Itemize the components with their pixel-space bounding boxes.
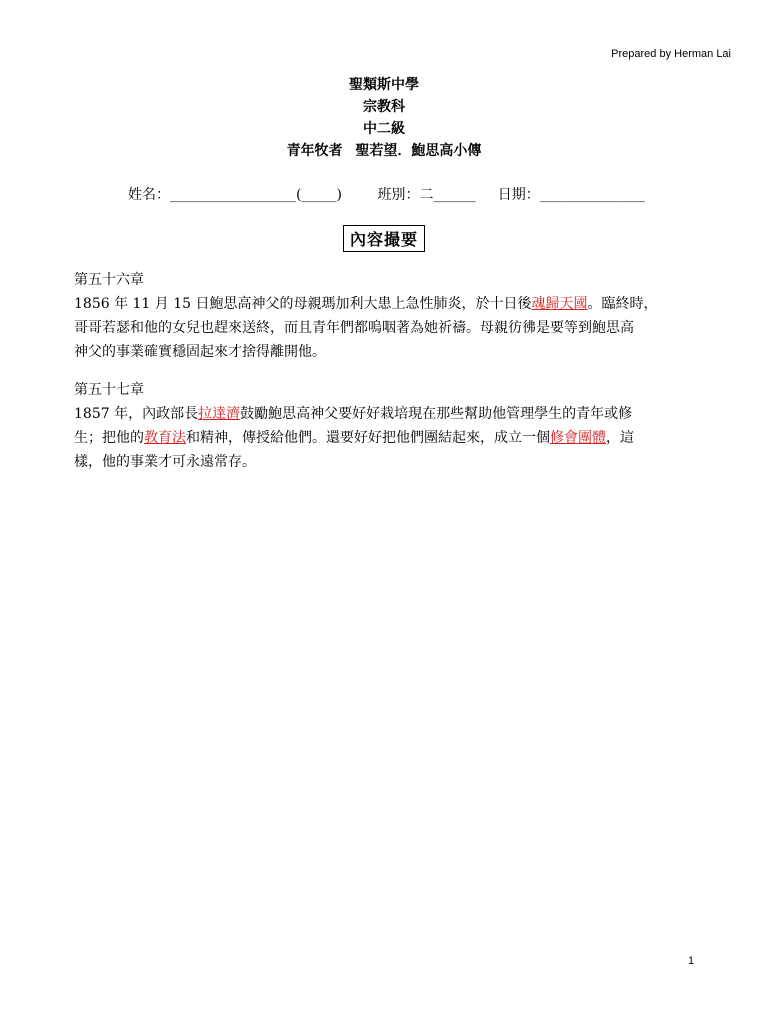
highlight-term: 教育法: [144, 430, 186, 446]
chapter-56-title: 第五十六章: [74, 272, 144, 288]
chapter-56-line-2: 哥哥若瑟和他的女兒也趕來送終，而且青年們都嗚咽著為她祈禱。母親彷彿是要等到鮑思高: [74, 320, 634, 336]
student-info-line: 姓名：__________________(_____) 班別：二______ 日期：_______________: [128, 187, 645, 203]
chapter-57-line-2: [74, 426, 694, 450]
summary-heading-wrap: [0, 225, 768, 252]
grade-level: 中二級: [363, 121, 405, 137]
chapter-57-section: [74, 378, 694, 474]
chapter-57-text-1b: 鼓勵鮑思高神父要好好栽培現在那些幫助他管理學生的青年或修: [240, 406, 633, 422]
highlight-term: 魂歸天國: [531, 296, 588, 312]
chapter-57-text-1a: 1857 年，內政部長: [74, 406, 199, 422]
chapter-56-line-1: [74, 292, 694, 316]
highlight-term: 修會團體: [550, 430, 606, 446]
chapter-56-section: [74, 268, 694, 364]
summary-heading: 內容撮要: [343, 225, 425, 252]
school-name: 聖類斯中學: [349, 77, 419, 93]
chapter-57-text-2a: 生；把他的: [74, 430, 144, 446]
subject-name: 宗教科: [363, 99, 405, 115]
document-title: 青年牧者 聖若望．鮑思高小傳: [286, 143, 482, 159]
page-number: 1: [688, 955, 695, 967]
chapter-57-text-2b: 和精神，傳授給他們。還要好好把他們團結起來，成立一個: [186, 430, 550, 446]
chapter-57-line-1: [74, 402, 694, 426]
chapter-56-text-1b: 。臨終時，: [587, 296, 658, 312]
chapter-57-title: 第五十七章: [74, 382, 144, 398]
chapter-56-text-1a: 1856 年 11 月 15 日鮑思高神父的母親瑪加利大患上急性肺炎，於十日後: [74, 296, 532, 312]
title-block: [0, 74, 768, 162]
chapter-57-text-2c: ，這: [606, 430, 634, 446]
chapter-56-line-3: 神父的事業確實穩固起來才捨得離開他。: [74, 344, 326, 360]
chapter-57-line-3: 樣，他的事業才可永遠常存。: [74, 454, 256, 470]
prepared-by-note: Prepared by Herman Lai: [611, 48, 731, 60]
highlight-term: 拉達濟: [198, 406, 241, 422]
